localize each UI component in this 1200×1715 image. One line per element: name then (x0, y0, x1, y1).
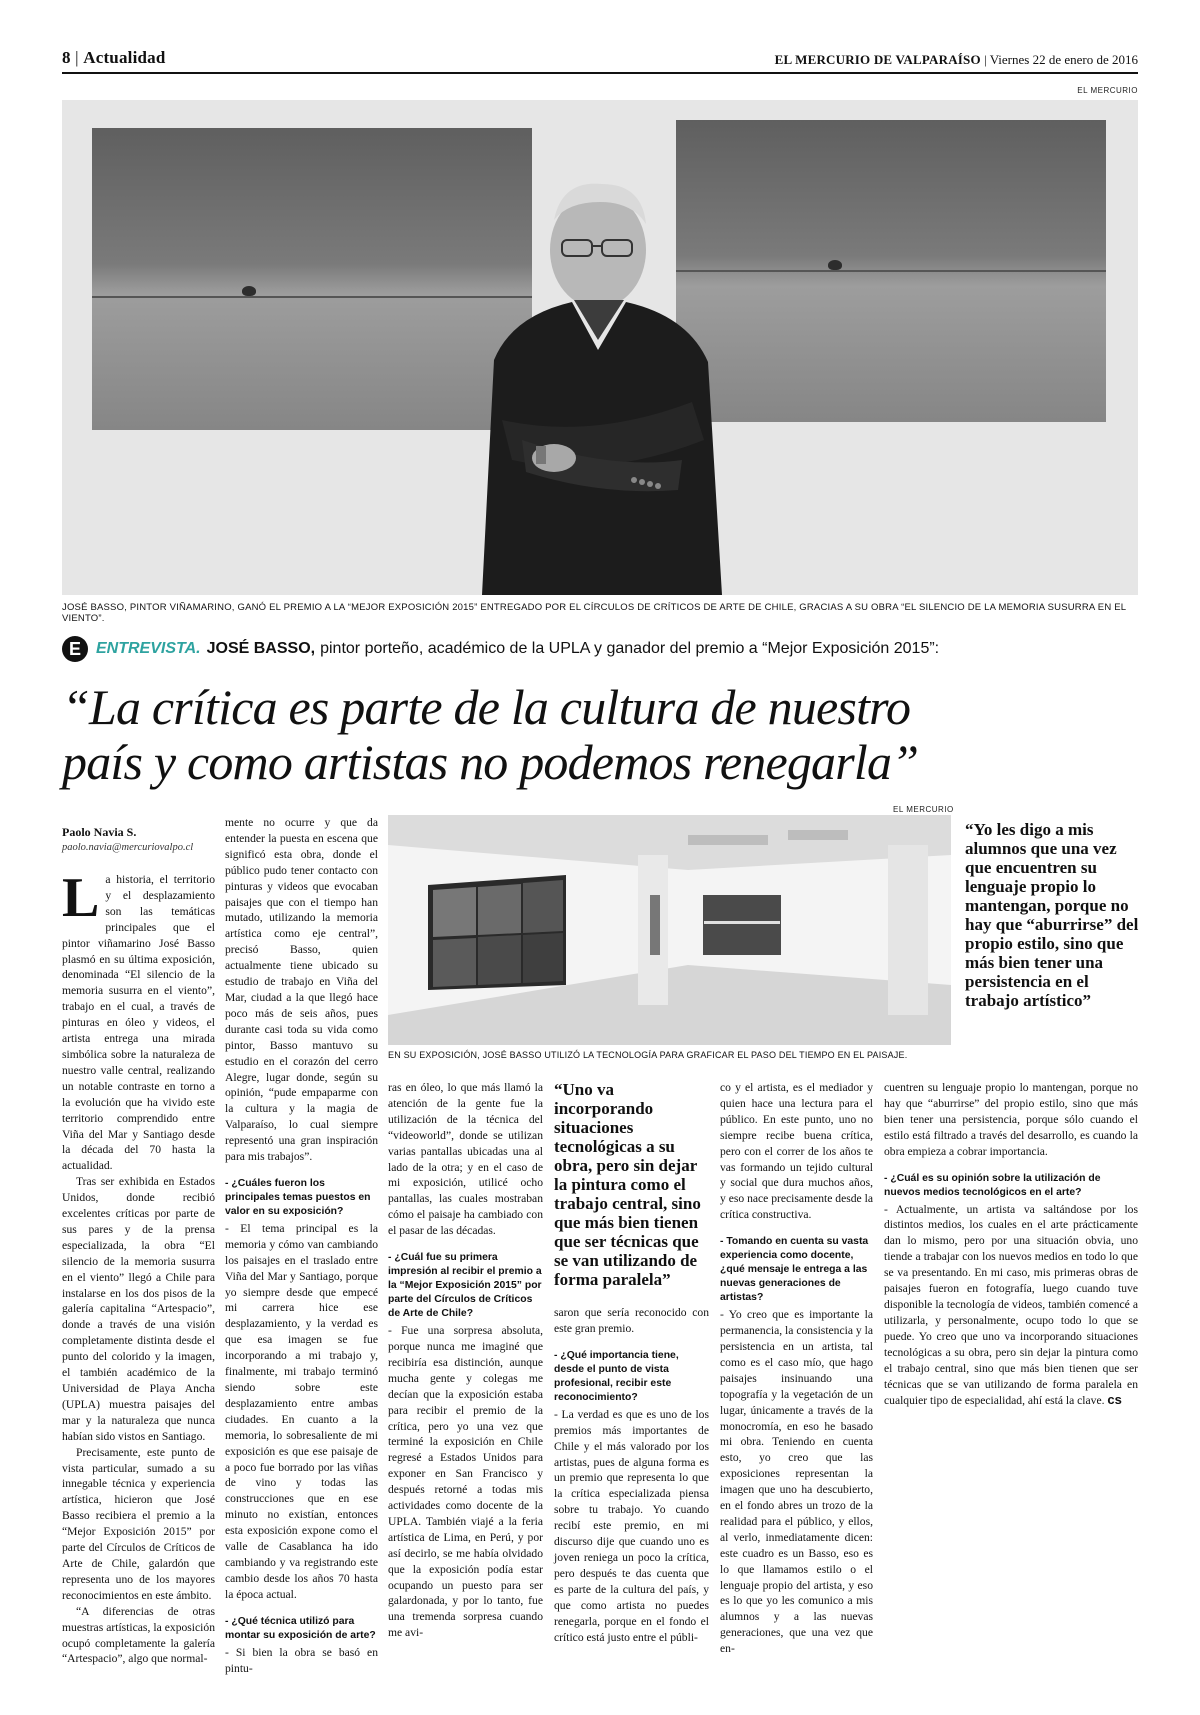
tree-shape (242, 286, 256, 296)
article-column-6 (884, 1080, 1138, 1409)
article-column-2 (225, 815, 378, 1677)
drop-cap: L (62, 867, 100, 929)
interview-question: - ¿Cuál fue su primera impresión al recibir el premio a la “Mejor Exposición 2015” por parte del Círculos de Críticos de Arte de Chile? (388, 1252, 542, 1320)
interview-question: - ¿Cuáles fueron los principales temas puestos en valor en su exposición? (225, 1177, 371, 1217)
main-photo (62, 100, 1138, 595)
page-header-right: EL MERCURIO DE VALPARAÍSO | Viernes 22 de enero de 2016 (774, 52, 1138, 67)
section-name: Actualidad (83, 48, 166, 67)
kicker (62, 636, 939, 662)
paragraph: a historia, el territorio y el desplazamiento son las temáticas principales que el pintor viñamarino José Basso plasmó en su última exposición, denominada “El silencio de la memoria susurra en el viento”, trabajo en el cual, a través de pinturas en óleo y videos, el artista entrega una mirada simbólica sobre la naturaleza de nuestro valle central, realizando un notable contraste en torno a la evolución que ha vivido este territorio comprendido entre Viña del Mar y Santiago desde la década del 70 hasta la actualidad. (62, 873, 215, 1173)
author-email: paolo.navia@mercuriovalpo.cl (62, 842, 194, 853)
author-name: Paolo Navia S. (62, 825, 137, 839)
article-column-4 (554, 1305, 709, 1645)
interview-badge: E (62, 636, 88, 662)
paragraph: “A diferencias de otras muestras artísticas, la exposición ocupó completamente la galería “Artespacio”, algo que normal- (62, 1604, 215, 1666)
interview-answer: - Fue una sorpresa absoluta, porque nunca me imaginé que recibiría esa distinción, aunque mucha gente y colegas me decían que la exposición estaba para recibir el premio de la crítica, pero yo una vez que terminé la exposición en Chile regresé a Estados Unidos para exponer en San Francisco y después retorné a todas mis actividades como docente de la UPLA. También viajé a la feria artística de Lima, en Perú, y por así decirlo, se me había olvidado que la exposición podía estar ocupando un puesto para ser galardonada, y por lo tanto, fue una tremenda sorpresa cuando me avi- (388, 1324, 543, 1640)
kicker-text: pintor porteño, académico de la UPLA y ganador del premio a “Mejor Exposición 2015”: (320, 640, 940, 657)
photo-caption: JOSÉ BASSO, PINTOR VIÑAMARINO, GANÓ EL PREMIO A LA “MEJOR EXPOSICIÓN 2015” ENTREGADO POR EL CÍRCULOS DE CRÍTICOS DE ARTE DE CHILE, GRACIAS A SU OBRA “EL SILENCIO DE LA MEMORIA SUSURRA EN EL VIENTO”. (62, 602, 1126, 624)
interview-answer: - Si bien la obra se basó en pintu- (225, 1645, 378, 1675)
kicker-name: JOSÉ BASSO, (206, 640, 316, 657)
article-column-5 (720, 1080, 873, 1657)
page-number: 8 (62, 48, 71, 67)
paragraph: cuentren su lenguaje propio lo mantengan, porque no hay que “aburrirse” del propio estilo, sino que más bien tener una persistencia, porque sólo cuando el estilo está filtrado a través del desarrollo, es cuando la obra empieza a cobrar importancia. (884, 1081, 1138, 1158)
video-wall (428, 875, 566, 990)
interview-question: - ¿Cuál es su opinión sobre la utilización de nuevos medios tecnológicos en el arte? (884, 1172, 1101, 1198)
interview-answer (884, 1202, 1138, 1410)
article-column-3 (388, 1080, 543, 1641)
interview-question: - ¿Qué importancia tiene, desde el punto de vista profesional, recibir este reconocimiento? (554, 1349, 679, 1403)
end-mark: cs (1107, 1392, 1122, 1408)
interview-answer: - El tema principal es la memoria y cómo van cambiando los paisajes en el traslado entre Viña del Mar y Santiago, porque yo siempre desde que empecé mi carrera hice ese desplazamiento, y la verdad es que esa imagen se fue incorporando a mi trabajo y, finalmente, mi trabajo terminó siendo sobre este desplazamiento entre ambas ciudades. En cuanto a la memoria, lo sobresaliente de mi exposición es que ese paisaje de a poco fue borrado por las viñas de vino y todas las construcciones que en ese minuto no existían, entonces esta exposición expone como el valle de Casablanca ha ido cambiando y va registrando este cambio desde los años 70 hasta la época actual. (225, 1221, 378, 1601)
tree-shape (828, 260, 842, 270)
interview-answer: - La verdad es que es uno de los premios más importantes de Chile y el más valorado por los artistas, pues de alguna forma es un premio que representa lo que la crítica especializada piensa sobre tu trabajo. Yo cuando recibí este premio, en mi discurso dije que cuando uno es joven reniega un poco la crítica, pero después te das cuenta que es parte de la cultura del país, y que como artista no puedes renegarla, porque en el fondo el crítico está justo entre el públi- (554, 1407, 709, 1644)
interview-question: - ¿Qué técnica utilizó para montar su exposición de arte? (225, 1615, 376, 1641)
paragraph: saron que sería reconocido con este gran premio. (554, 1306, 709, 1335)
paragraph: co y el artista, es el mediador y quien hace una lectura para el público. En este punto, uno no siempre recibe buena crítica, pero con el correr de los años te vas formando un tejido cultural y social que dura muchos años, y eso nace precisamente desde la crítica constructiva. (720, 1081, 873, 1222)
photo-caption: EN SU EXPOSICIÓN, JOSÉ BASSO UTILIZÓ LA TECNOLOGÍA PARA GRAFICAR EL PASO DEL TIEMPO EN EL PAISAJE. (388, 1050, 908, 1060)
headline-line-2: país y como artistas no podemos renegarla” (62, 734, 919, 790)
answer-text: - Actualmente, un artista va saltándose por los distintos medios, los cuales en el arte prácticamente dan lo mismo, pero por una situación obvia, uno tiende a trabajar con los nuevos medios en todo lo que se va presentando. En mi caso, mis primeras obras de paisajes fueron en fotografía, luego cuando tuve disponible la tecnología de videos, también comencé a utilizarla, y personalmente, ocupo todo lo que se puede. Yo creo que uno va incorporando situaciones tecnológicas a su obra, pero sin dejar la pintura como el trabajo central, sino que más bien tienen que ser técnicas que se van utilizando de forma paralela en cualquier tipo de especialidad, ahí está la clave. (884, 1202, 1138, 1408)
publication-name: EL MERCURIO DE VALPARAÍSO (774, 52, 981, 67)
kicker-label: ENTREVISTA. (96, 640, 201, 657)
pull-quote: “Yo les digo a mis alumnos que una vez que encuentren su lenguaje propio lo mantengan, porque no hay que “aburrirse” del propio estilo, sino que más bien tener una persistencia en el trabajo artístico” (965, 820, 1139, 1010)
interview-question: - Tomando en cuenta su vasta experiencia como docente, ¿qué mensaje le entrega a las nuevas generaciones de artistas? (720, 1236, 869, 1304)
paragraph: mente no ocurre y que da entender la puesta en escena que significó esta obra, donde el público pudo tener contacto con pinturas y videos que evocaban paisajes que con el tiempo han mutado, utilizando la memoria artística como eje central”, precisó Basso, quien actualmente tiene ubicado su estudio de trabajo en Viña del Mar, ciudad a la que llegó hace poco más de seis años, pues durante casi toda su vida como pintor, Basso mantuvo su estudio en el corazón del cerro Alegre, lugar donde, según su opinión, “pude empaparme con la cultura y la magia de Valparaíso, lo cual siempre representó una gran inspiración para mis trabajos”. (225, 816, 378, 1164)
headline (62, 680, 1138, 790)
article-column-1 (62, 867, 215, 1667)
paragraph: Precisamente, este punto de vista particular, sumado a su innegable técnica y experiencia artística, hicieron que José Basso recibiera el premio a la “Mejor Exposición 2015” por parte del Círculos de Críticos de Arte de Chile, galardón que representa uno de los mayores reconocimientos en este ámbito. (62, 1445, 215, 1602)
gallery-photo (388, 815, 951, 1045)
page-header-left: 8 | Actualidad (62, 48, 166, 67)
portrait-figure (442, 140, 762, 595)
interview-answer: - Yo creo que es importante la permanencia, la consistencia y la persistencia en un artista, tal como es el caso mío, que hago paisajes insinuando una topografía y la vegetación de un lugar, únicamente a través de la monocromía, en eso he basado mi obra. Teniendo en cuenta esto, yo creo que las exposiciones representan la imagen que uno ha descubierto, en el fondo abres un trozo de la realidad para el público, y ellos, al verlo, inmediatamente dicen: este cuadro es un Basso, eso es lo que llamamos estilo o el lenguaje propio del artista, y eso es lo que yo les comunico a mis alumnos y a las nuevas generaciones, que una vez que en- (720, 1308, 873, 1656)
photo-credit: EL MERCURIO (1077, 86, 1138, 95)
paragraph: Tras ser exhibida en Estados Unidos, donde recibió excelentes críticas por parte de sus pares y de la prensa especializada, la obra “El silencio de la memoria susurra en el viento” llegó a Chile para instalarse en los dos pisos de la galería capitalina “Artespacio”, donde a través de una visión completamente distinta desde el punto del colorido y la imagen, el también académico de la Universidad de Playa Ancha (UPLA) muestra paisajes del mar y la naturaleza que nunca habían sido vistos en Santiago. (62, 1175, 215, 1443)
header-rule (62, 72, 1138, 74)
photo-credit: EL MERCURIO (893, 805, 954, 814)
paragraph: ras en óleo, lo que más llamó la atención de la gente fue la utilización de la técnica del “videoworld”, donde se utilizan varias pantallas ubicadas una al lado de la otra; y en el caso de mi exposición, utilicé ocho pantallas, las cuales mostraban cómo el paisaje ha cambiado con el pasar de las décadas. (388, 1081, 543, 1238)
pull-quote: “Uno va incorporando situaciones tecnológicas a su obra, pero sin dejar la pintura como el trabajo central, sino que más bien tienen que ser técnicas que se van utilizando de forma paralela” (554, 1080, 701, 1289)
issue-date: Viernes 22 de enero de 2016 (989, 52, 1138, 67)
headline-line-1: “La crítica es parte de la cultura de nuestro (62, 679, 911, 735)
